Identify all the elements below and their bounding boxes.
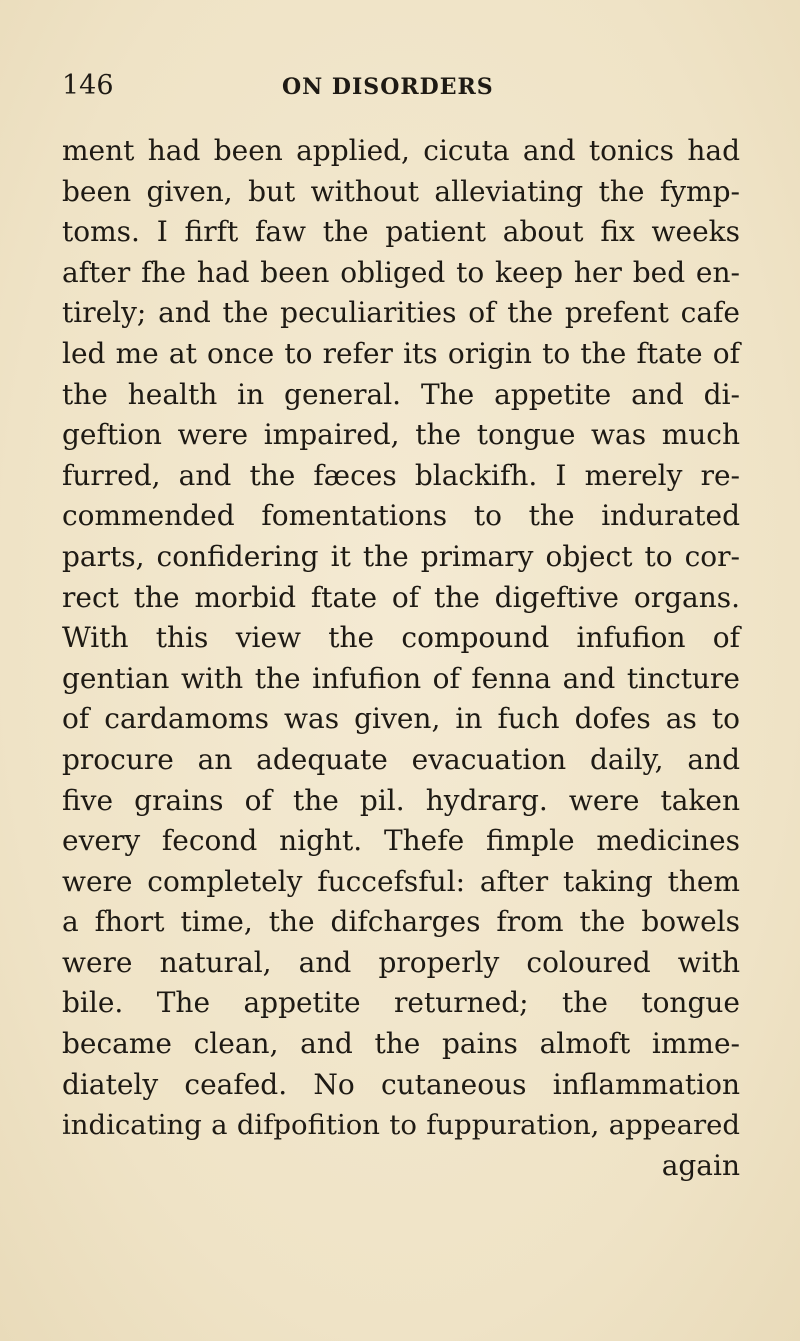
text-line: gentian with the infufion of fenna and tincture xyxy=(62,661,740,695)
text-line: ment had been applied, cicuta and tonics had xyxy=(62,134,740,167)
text-line: commended fomentations to the indurated xyxy=(62,499,740,533)
text-line: parts, confidering it the primary object to cor- xyxy=(62,539,740,573)
text-line: indicating a difpofition to fuppuration, appeared xyxy=(62,1109,740,1142)
text-line: the health in general. The appetite and di- xyxy=(62,377,740,411)
text-line: were completely fuccefsful: after taking them xyxy=(62,864,740,898)
page-number: 146 xyxy=(62,70,114,101)
text-line: were natural, and properly coloured with xyxy=(62,945,740,979)
text-line: led me at once to refer its origin to the ftate of xyxy=(62,336,740,370)
text-line: diately ceafed. No cutaneous inflammation xyxy=(62,1067,740,1101)
text-line: With this view the compound infufion of xyxy=(62,621,740,655)
running-head: ON DISORDERS xyxy=(282,74,494,100)
text-line: bile. The appetite returned; the tongue xyxy=(62,986,740,1020)
text-line: been given, but without alleviating the fymp- xyxy=(62,174,740,208)
text-line: a fhort time, the difcharges from the bowels xyxy=(62,905,740,939)
page-header xyxy=(62,70,742,104)
text-line: every fecond night. Thefe fimple medicines xyxy=(62,824,740,858)
text-line: rect the morbid ftate of the digeftive organs. xyxy=(62,580,740,614)
text-line: tirely; and the peculiarities of the prefent cafe xyxy=(62,296,740,330)
text-line: toms. I firft faw the patient about fix weeks xyxy=(62,215,740,249)
text-line: five grains of the pil. hydrarg. were taken xyxy=(62,783,740,817)
text-line: became clean, and the pains almoft imme- xyxy=(62,1027,740,1061)
text-line: of cardamoms was given, in fuch dofes as to xyxy=(62,702,740,736)
text-line: procure an adequate evacuation daily, and xyxy=(62,742,740,776)
text-line: after fhe had been obliged to keep her bed en- xyxy=(62,255,740,289)
catchword: again xyxy=(661,1148,740,1182)
body-text xyxy=(62,131,740,1186)
text-line: geftion were impaired, the tongue was much xyxy=(62,418,740,452)
text-line: furred, and the fæces blackifh. I merely re- xyxy=(62,458,740,492)
